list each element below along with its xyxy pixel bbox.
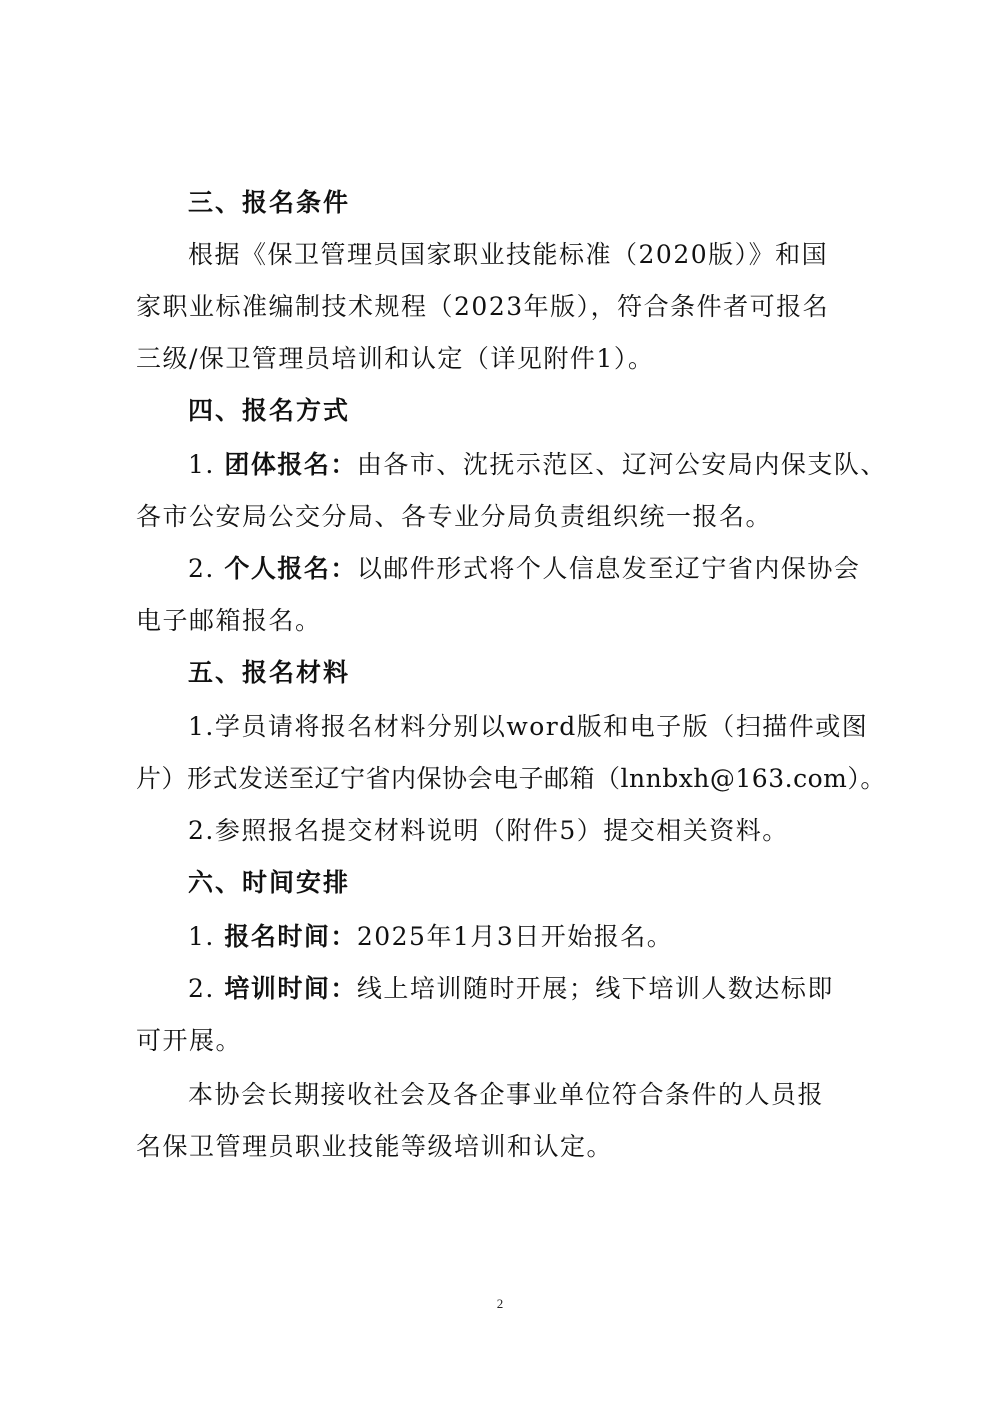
item-text: 线上培训随时开展；线下培训人数达标即 [356, 974, 834, 1003]
paragraph-line: 电子邮箱报名。 [136, 606, 322, 635]
item-label: 个人报名： [224, 554, 357, 583]
list-item [188, 552, 860, 586]
item-label: 培训时间： [224, 974, 357, 1003]
item-text: 2025年1月3日开始报名。 [356, 922, 674, 951]
item-text: 以邮件形式将个人信息发至辽宁省内保协会 [356, 554, 861, 583]
item-label: 团体报名： [224, 450, 357, 479]
item-number: 2. [188, 554, 215, 583]
paragraph-line: 1.学员请将报名材料分别以word版和电子版（扫描件或图 [188, 712, 869, 741]
page-number: 2 [496, 1296, 504, 1311]
paragraph-line: 片）形式发送至辽宁省内保协会电子邮箱（lnnbxh@163.com）。 [136, 764, 886, 793]
item-number: 1. [188, 922, 215, 951]
item-number: 1. [188, 450, 215, 479]
section-heading-schedule: 六、时间安排 [188, 868, 351, 897]
paragraph-line: 本协会长期接收社会及各企事业单位符合条件的人员报 [188, 1080, 825, 1109]
paragraph-line: 各市公安局公交分局、各专业分局负责组织统一报名。 [136, 502, 773, 531]
paragraph-line: 三级/保卫管理员培训和认定（详见附件1）。 [136, 344, 655, 373]
list-item [188, 448, 887, 482]
section-heading-registration-materials: 五、报名材料 [188, 658, 351, 687]
item-number: 2. [188, 974, 215, 1003]
list-item [188, 972, 834, 1006]
paragraph-line: 2.参照报名提交材料说明（附件5）提交相关资料。 [188, 816, 789, 845]
paragraph-line: 可开展。 [136, 1026, 243, 1055]
item-text: 由各市、沈抚示范区、辽河公安局内保支队、 [356, 450, 887, 479]
paragraph-line: 家职业标准编制技术规程（2023年版），符合条件者可报名 [136, 292, 830, 321]
list-item [188, 920, 673, 954]
item-label: 报名时间： [224, 922, 357, 951]
section-heading-registration-method: 四、报名方式 [188, 396, 351, 425]
paragraph-line: 根据《保卫管理员国家职业技能标准（2020版）》和国 [188, 240, 829, 269]
paragraph-line: 名保卫管理员职业技能等级培训和认定。 [136, 1132, 614, 1161]
section-heading-registration-conditions: 三、报名条件 [188, 188, 351, 217]
